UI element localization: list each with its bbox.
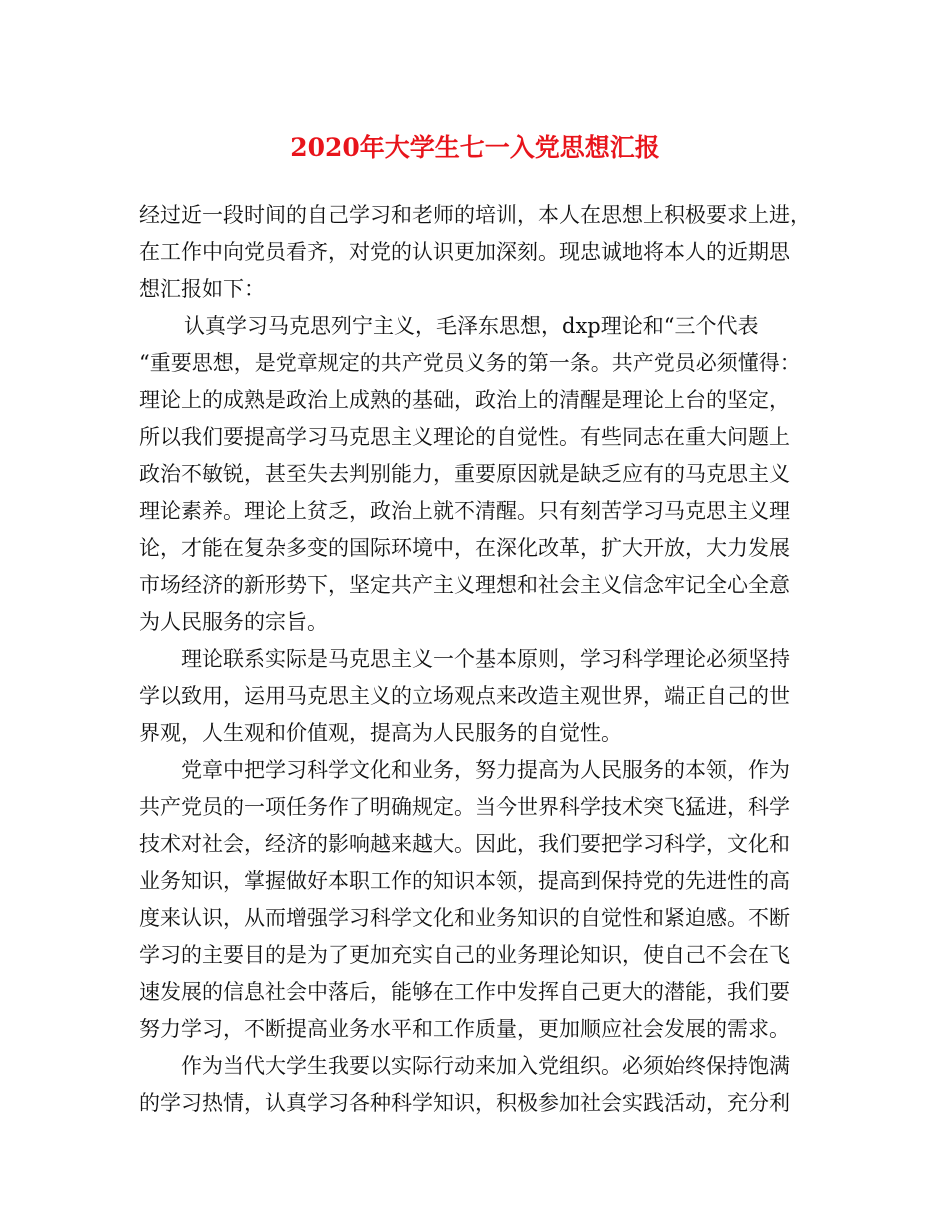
text-line-7: 所以我们要提高学习马克思主义理论的自觉性。有些同志在重大问题上 [139,425,790,449]
text-line-21: 学习的主要目的是为了更加充实自己的业务理论知识，使自己不会在飞 [139,943,790,967]
text-line-13: 理论联系实际是马克思主义一个基本原则，学习科学理论必须坚持 [181,647,790,671]
text-line-12: 为人民服务的宗旨。 [139,610,328,634]
text-line-8: 政治不敏锐，甚至失去判别能力，重要原因就是缺乏应有的马克思主义 [139,462,790,486]
text-line-14: 学以致用，运用马克思主义的立场观点来改造主观世界，端正自己的世 [139,684,790,708]
text-line-17: 共产党员的一项任务作了明确规定。当今世界科学技术突飞猛进，科学 [139,795,790,819]
text-line-3: 想汇报如下： [139,277,265,301]
document-title: 2020年大学生七一入党思想汇报 [290,133,660,162]
text-line-2: 在工作中向党员看齐，对党的认识更加深刻。现忠诚地将本人的近期思 [139,240,790,264]
text-line-11: 市场经济的新形势下，坚定共产主义理想和社会主义信念牢记全心全意 [139,573,790,597]
text-line-24: 作为当代大学生我要以实际行动来加入党组织。必须始终保持饱满 [181,1054,790,1078]
text-line-16: 党章中把学习科学文化和业务，努力提高为人民服务的本领，作为 [181,758,790,782]
text-line-25: 的学习热情，认真学习各种科学知识，积极参加社会实践活动，充分利 [139,1091,790,1115]
text-line-9: 理论素养。理论上贫乏，政治上就不清醒。只有刻苦学习马克思主义理 [139,499,790,523]
text-line-6: 理论上的成熟是政治上成熟的基础，政治上的清醒是理论上台的坚定， [139,388,790,412]
text-line-22: 速发展的信息社会中落后，能够在工作中发挥自己更大的潜能，我们要 [139,980,790,1004]
text-line-10: 论，才能在复杂多变的国际环境中，在深化改革，扩大开放，大力发展 [139,536,790,560]
text-line-5: “重要思想，是党章规定的共产党员义务的第一条。共产党员必须懂得： [139,351,801,375]
text-line-18: 技术对社会，经济的影响越来越大。因此，我们要把学习科学，文化和 [139,832,790,856]
text-line-20: 度来认识，从而增强学习科学文化和业务知识的自觉性和紧迫感。不断 [139,906,790,930]
text-line-1: 经过近一段时间的自己学习和老师的培训，本人在思想上积极要求上进， [139,203,811,227]
text-line-19: 业务知识，掌握做好本职工作的知识本领，提高到保持党的先进性的高 [139,869,790,893]
text-line-15: 界观，人生观和价值观，提高为人民服务的自觉性。 [139,721,622,745]
text-line-23: 努力学习，不断提高业务水平和工作质量，更加顺应社会发展的需求。 [139,1017,790,1041]
text-line-4: 认真学习马克思列宁主义，毛泽东思想，dxp理论和“三个代表 [184,314,759,338]
